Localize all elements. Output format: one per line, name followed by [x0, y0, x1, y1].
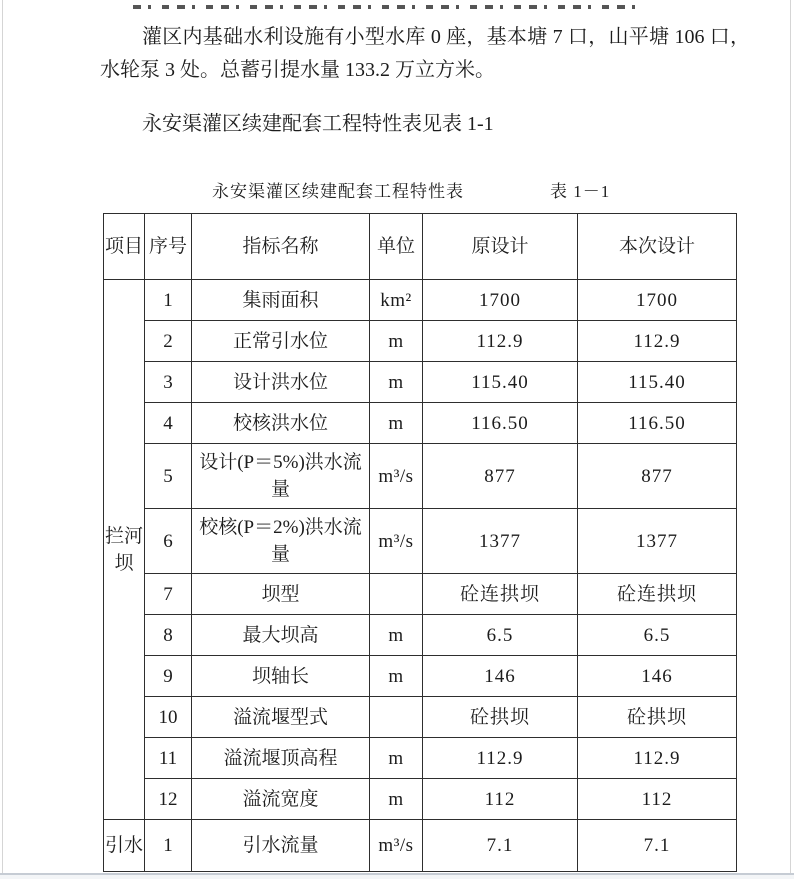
- cell-current-design: 112: [578, 779, 737, 820]
- cell-indicator: 引水流量: [192, 820, 370, 872]
- page-right-edge: [790, 0, 791, 873]
- cell-indicator: 设计洪水位: [192, 362, 370, 403]
- cell-original-design: 112.9: [423, 321, 578, 362]
- cell-unit: m: [370, 362, 423, 403]
- cell-original-design: 7.1: [423, 820, 578, 872]
- cell-original-design: 146: [423, 656, 578, 697]
- cell-seq: 11: [145, 738, 192, 779]
- cell-current-design: 砼拱坝: [578, 697, 737, 738]
- cell-indicator: 最大坝高: [192, 615, 370, 656]
- cell-current-design: 1377: [578, 509, 737, 574]
- cell-indicator: 集雨面积: [192, 280, 370, 321]
- cell-indicator: 正常引水位: [192, 321, 370, 362]
- table-row: [104, 444, 737, 509]
- table-row: [104, 656, 737, 697]
- cell-seq: 10: [145, 697, 192, 738]
- cell-indicator: 溢流宽度: [192, 779, 370, 820]
- cell-unit: m: [370, 321, 423, 362]
- cell-indicator: 坝轴长: [192, 656, 370, 697]
- header-indicator: 指标名称: [192, 214, 370, 280]
- page-bottom-line: [0, 873, 794, 875]
- page-content: [100, 0, 750, 872]
- table-row: [104, 403, 737, 444]
- cell-seq: 9: [145, 656, 192, 697]
- cell-indicator: 溢流堰型式: [192, 697, 370, 738]
- table-row: [104, 574, 737, 615]
- cell-seq: 12: [145, 779, 192, 820]
- cell-unit: m³/s: [370, 509, 423, 574]
- cell-unit: m³/s: [370, 444, 423, 509]
- cell-current-design: 6.5: [578, 615, 737, 656]
- cell-original-design: 116.50: [423, 403, 578, 444]
- cell-current-design: 砼连拱坝: [578, 574, 737, 615]
- table-row: [104, 280, 737, 321]
- cell-current-design: 877: [578, 444, 737, 509]
- header-unit: 单位: [370, 214, 423, 280]
- cell-seq: 4: [145, 403, 192, 444]
- cell-original-design: 砼连拱坝: [423, 574, 578, 615]
- cell-seq: 1: [145, 280, 192, 321]
- header-seq: 序号: [145, 214, 192, 280]
- cell-original-design: 砼拱坝: [423, 697, 578, 738]
- cell-seq: 2: [145, 321, 192, 362]
- table-header-row: [104, 214, 737, 280]
- cell-current-design: 115.40: [578, 362, 737, 403]
- table-row: [104, 509, 737, 574]
- table-row: [104, 779, 737, 820]
- cell-indicator: 校核(P＝2%)洪水流量: [192, 509, 370, 574]
- cell-original-design: 112: [423, 779, 578, 820]
- cell-seq: 3: [145, 362, 192, 403]
- cell-indicator: 坝型: [192, 574, 370, 615]
- cell-unit: [370, 697, 423, 738]
- cell-unit: [370, 574, 423, 615]
- cell-original-design: 6.5: [423, 615, 578, 656]
- cell-indicator: 校核洪水位: [192, 403, 370, 444]
- cell-indicator: 设计(P＝5%)洪水流量: [192, 444, 370, 509]
- characteristics-table: [103, 213, 737, 872]
- cell-unit: m³/s: [370, 820, 423, 872]
- cell-unit: m: [370, 656, 423, 697]
- cell-current-design: 1700: [578, 280, 737, 321]
- header-original-design: 原设计: [423, 214, 578, 280]
- cell-current-design: 7.1: [578, 820, 737, 872]
- cell-seq: 1: [145, 820, 192, 872]
- page-left-edge: [2, 0, 3, 873]
- group-cell: 引水: [104, 820, 145, 872]
- cell-current-design: 112.9: [578, 321, 737, 362]
- cell-unit: km²: [370, 280, 423, 321]
- table-row: [104, 615, 737, 656]
- table-title: 永安渠灌区续建配套工程特性表: [212, 182, 464, 201]
- cell-unit: m: [370, 738, 423, 779]
- header-group: 项目: [104, 214, 145, 280]
- cell-original-design: 877: [423, 444, 578, 509]
- cell-seq: 6: [145, 509, 192, 574]
- cell-unit: m: [370, 615, 423, 656]
- table-row: [104, 820, 737, 872]
- cell-original-design: 112.9: [423, 738, 578, 779]
- paragraph-irrigation-facilities: 灌区内基础水利设施有小型水库 0 座，基本塘 7 口，山平塘 106 口，水轮泵 3 处。总蓄引提水量 133.2 万立方米。: [100, 26, 750, 81]
- cell-unit: m: [370, 779, 423, 820]
- header-current-design: 本次设计: [578, 214, 737, 280]
- table-row: [104, 362, 737, 403]
- cell-original-design: 115.40: [423, 362, 578, 403]
- table-number: 表 1－1: [550, 182, 611, 201]
- table-title-row: [100, 177, 750, 207]
- group-cell: 拦河坝: [104, 280, 145, 820]
- cell-seq: 8: [145, 615, 192, 656]
- cell-unit: m: [370, 403, 423, 444]
- table-reference-line: 永安渠灌区续建配套工程特性表见表 1-1: [142, 113, 494, 135]
- cell-current-design: 116.50: [578, 403, 737, 444]
- table-row: [104, 321, 737, 362]
- table-row: [104, 697, 737, 738]
- cell-current-design: 146: [578, 656, 737, 697]
- cell-current-design: 112.9: [578, 738, 737, 779]
- table-row: [104, 738, 737, 779]
- cell-seq: 7: [145, 574, 192, 615]
- cell-indicator: 溢流堰顶高程: [192, 738, 370, 779]
- cell-seq: 5: [145, 444, 192, 509]
- cell-original-design: 1377: [423, 509, 578, 574]
- cell-original-design: 1700: [423, 280, 578, 321]
